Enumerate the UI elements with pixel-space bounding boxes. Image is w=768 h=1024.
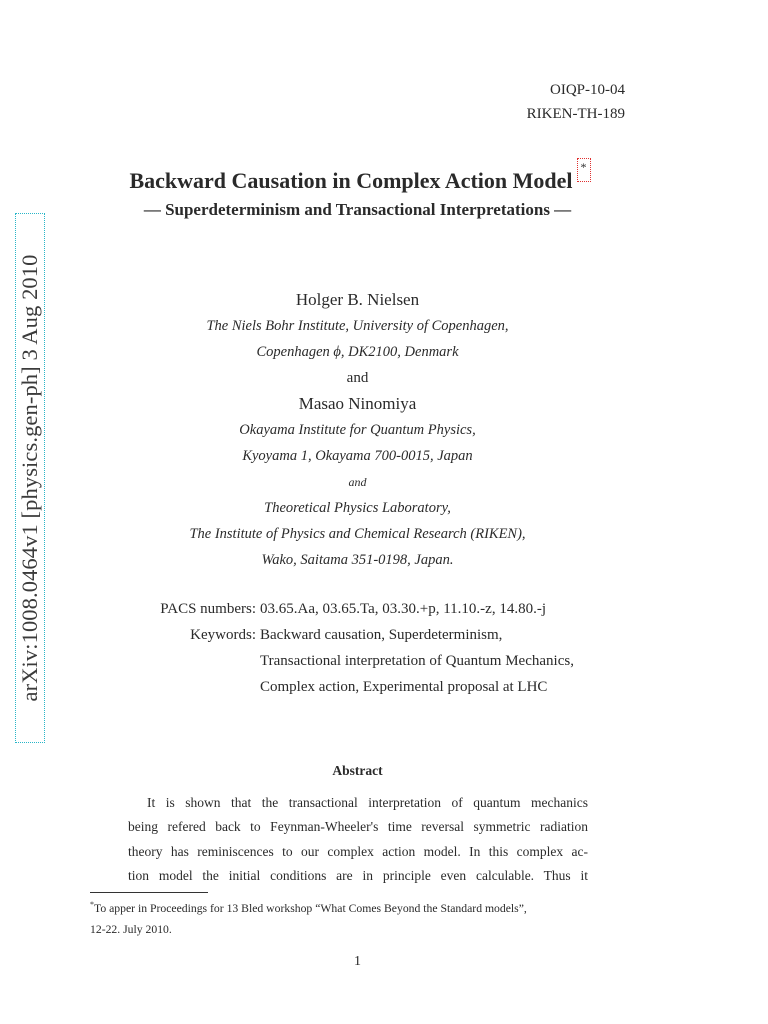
affiliation-line: Wako, Saitama 351-0198, Japan. <box>261 552 454 568</box>
affiliation-line: Okayama Institute for Quantum Physics, <box>239 422 476 438</box>
footnote-text: To apper in Proceedings for 13 Bled workshop “What Comes Beyond the Standard models”, <box>94 901 527 915</box>
pacs-row <box>153 596 574 622</box>
abstract-body <box>128 791 588 888</box>
pacs-value: 03.65.Aa, 03.65.Ta, 03.30.+p, 11.10.-z, 14.80.-j <box>260 601 546 617</box>
abstract-heading: Abstract <box>332 763 383 778</box>
footnote-divider <box>90 892 208 893</box>
title-footnote-link[interactable]: * <box>577 158 591 182</box>
keywords-value: Complex action, Experimental proposal at LHC <box>260 679 548 695</box>
report-numbers <box>527 78 625 126</box>
affiliation-line: The Institute of Physics and Chemical Research (RIKEN), <box>189 526 526 542</box>
affiliation-line: Theoretical Physics Laboratory, <box>264 500 451 516</box>
abstract-line: theory has reminiscences to our complex action model. In this complex ac- <box>128 843 588 859</box>
affiliation-line: Kyoyama 1, Okayama 700-0015, Japan <box>242 448 473 464</box>
keywords-spacer <box>153 674 260 700</box>
keywords-row <box>153 674 574 700</box>
author-name: Masao Ninomiya <box>298 394 417 413</box>
paper-title <box>0 160 720 194</box>
keywords-row <box>153 622 574 648</box>
keywords-label: Keywords: <box>190 627 256 643</box>
paper-subtitle: — Superdeterminism and Transactional Interpretations — <box>143 200 572 219</box>
page-number: 1 <box>354 954 361 969</box>
report-number: OIQP-10-04 <box>550 82 625 98</box>
abstract-line: being refered back to Feynman-Wheeler's time reversal symmetric radiation <box>128 819 588 835</box>
author-block <box>0 287 715 573</box>
author-name: Holger B. Nielsen <box>295 290 420 309</box>
footnote <box>90 894 630 940</box>
affiliation-line: Copenhagen ϕ, DK2100, Denmark <box>256 344 459 360</box>
abstract-line: It is shown that the transactional interpretation of quantum mechanics <box>147 795 588 810</box>
footnote-line <box>90 894 630 919</box>
pacs-label: PACS numbers: <box>160 601 256 617</box>
keywords-value: Backward causation, Superdeterminism, <box>260 627 503 643</box>
affiliation-line: The Niels Bohr Institute, University of Copenhagen, <box>206 318 509 334</box>
abstract-line: tion model the initial conditions are in principle even calculable. Thus it <box>128 867 588 883</box>
affiliation-conjunction: and <box>348 475 367 489</box>
keywords-row <box>153 648 574 674</box>
author-conjunction: and <box>346 370 369 386</box>
footnote-mark: * <box>90 900 94 909</box>
keywords-value: Transactional interpretation of Quantum Mechanics, <box>260 653 574 669</box>
classification-block <box>153 596 574 700</box>
arxiv-stamp[interactable]: arXiv:1008.0464v1 [physics.gen-ph] 3 Aug 2010 <box>17 254 42 702</box>
footnote-line: 12-22. July 2010. <box>90 922 172 936</box>
report-number: RIKEN-TH-189 <box>526 106 625 122</box>
keywords-spacer <box>153 648 260 674</box>
paper-title-text: Backward Causation in Complex Action Model <box>129 168 573 193</box>
